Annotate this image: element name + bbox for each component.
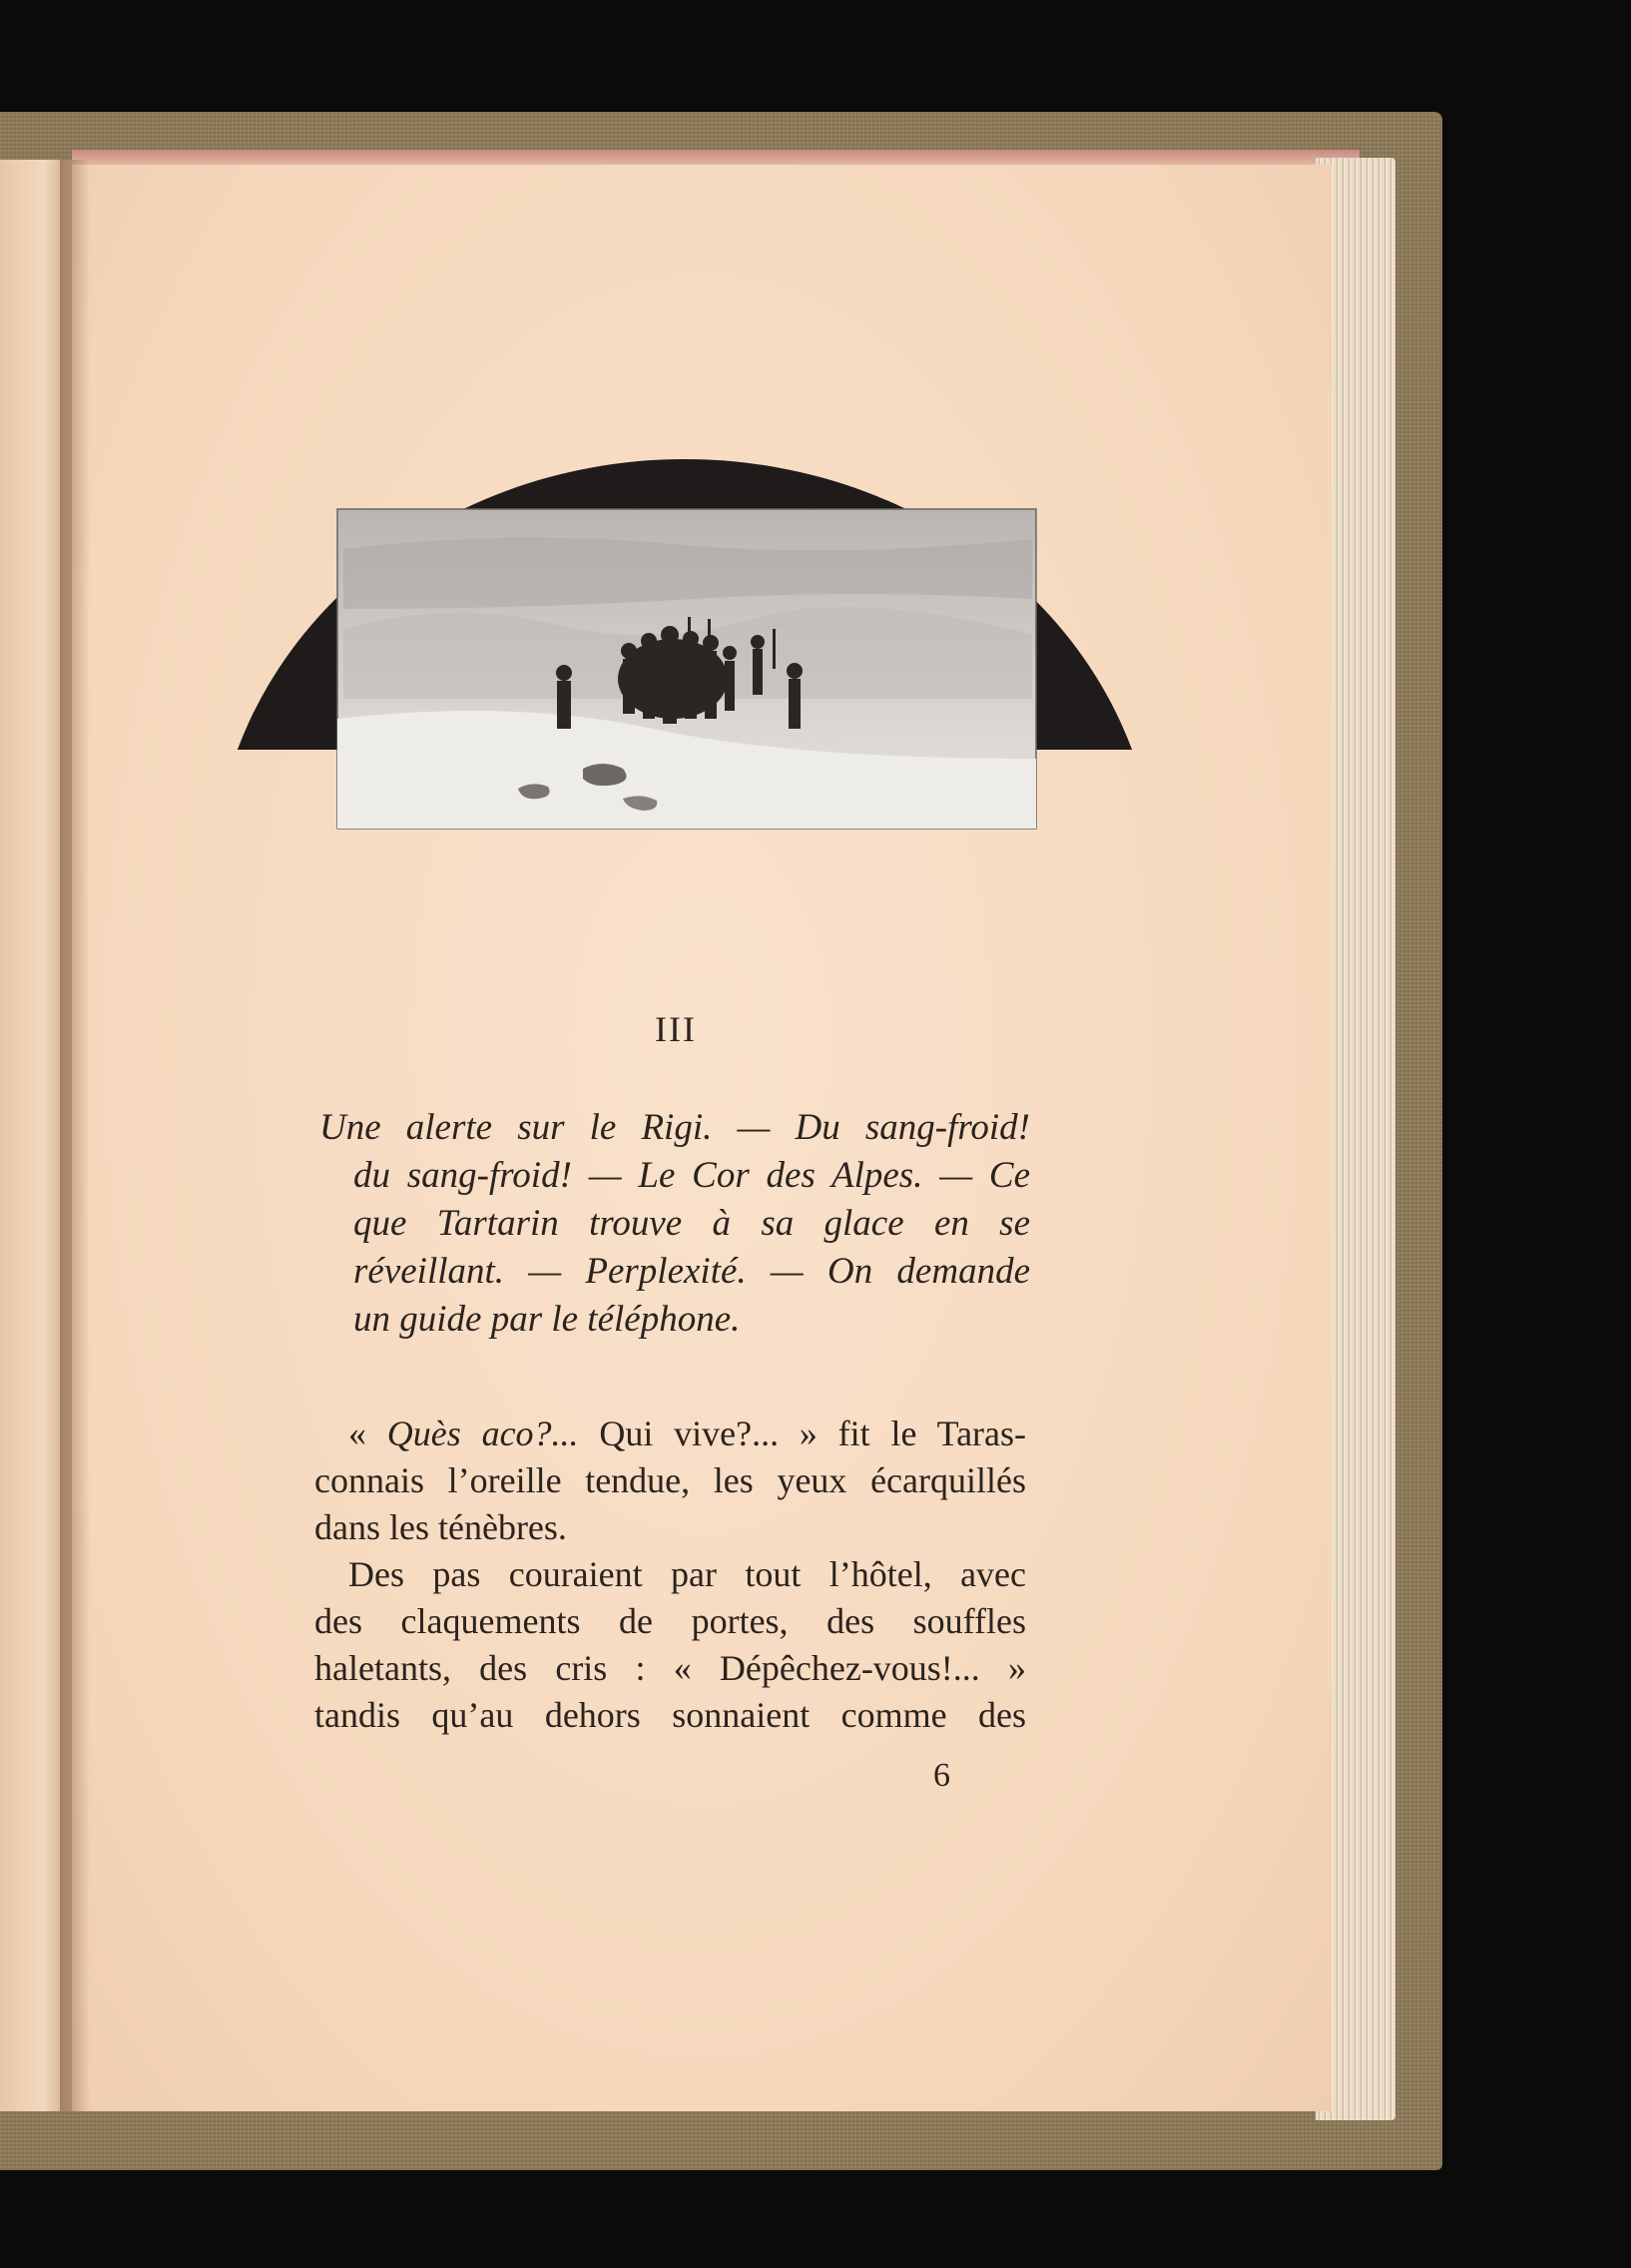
body-line: des claquements de portes, des souffles — [314, 1601, 1026, 1641]
body-line-rest: Qui vive?... » fit le Taras- — [578, 1414, 1027, 1453]
body-line: Des pas couraient par tout l’hôtel, avec — [348, 1554, 1026, 1594]
body-line: haletants, des cris : « Dépêchez-vous!... » — [314, 1648, 1026, 1688]
body-text — [314, 1411, 1026, 1739]
chapter-number: III — [655, 1009, 697, 1049]
body-line: connais l’oreille tendue, les yeux écarquillés — [314, 1460, 1026, 1500]
summary-line: que Tartarin trouve à sa glace en se — [353, 1203, 1030, 1244]
body-line: tandis qu’au dehors sonnaient comme des — [314, 1695, 1026, 1735]
open-quote: « — [348, 1414, 387, 1453]
summary-line: réveillant. — Perplexité. — On demande — [353, 1251, 1030, 1292]
page-gutter — [60, 160, 90, 2111]
chapter-illustration — [154, 299, 1144, 839]
summary-line: un guide par le téléphone. — [353, 1299, 741, 1340]
body-line — [314, 1411, 1026, 1457]
italic-phrase: Quès aco?... — [386, 1414, 579, 1453]
summary-line: du sang-froid! — Le Cor des Alpes. — Ce — [353, 1155, 1030, 1196]
summary-line: Une alerte sur le Rigi. — Du sang-froid! — [319, 1107, 1030, 1148]
lone-figure-left — [556, 665, 572, 729]
chapter-summary — [319, 1104, 1030, 1344]
illustration-graphic — [154, 299, 1144, 839]
lone-figure-right — [787, 663, 803, 729]
page-top-edge — [72, 150, 1359, 166]
body-line: dans les ténèbres. — [314, 1507, 567, 1547]
signature-mark: 6 — [933, 1757, 950, 1794]
